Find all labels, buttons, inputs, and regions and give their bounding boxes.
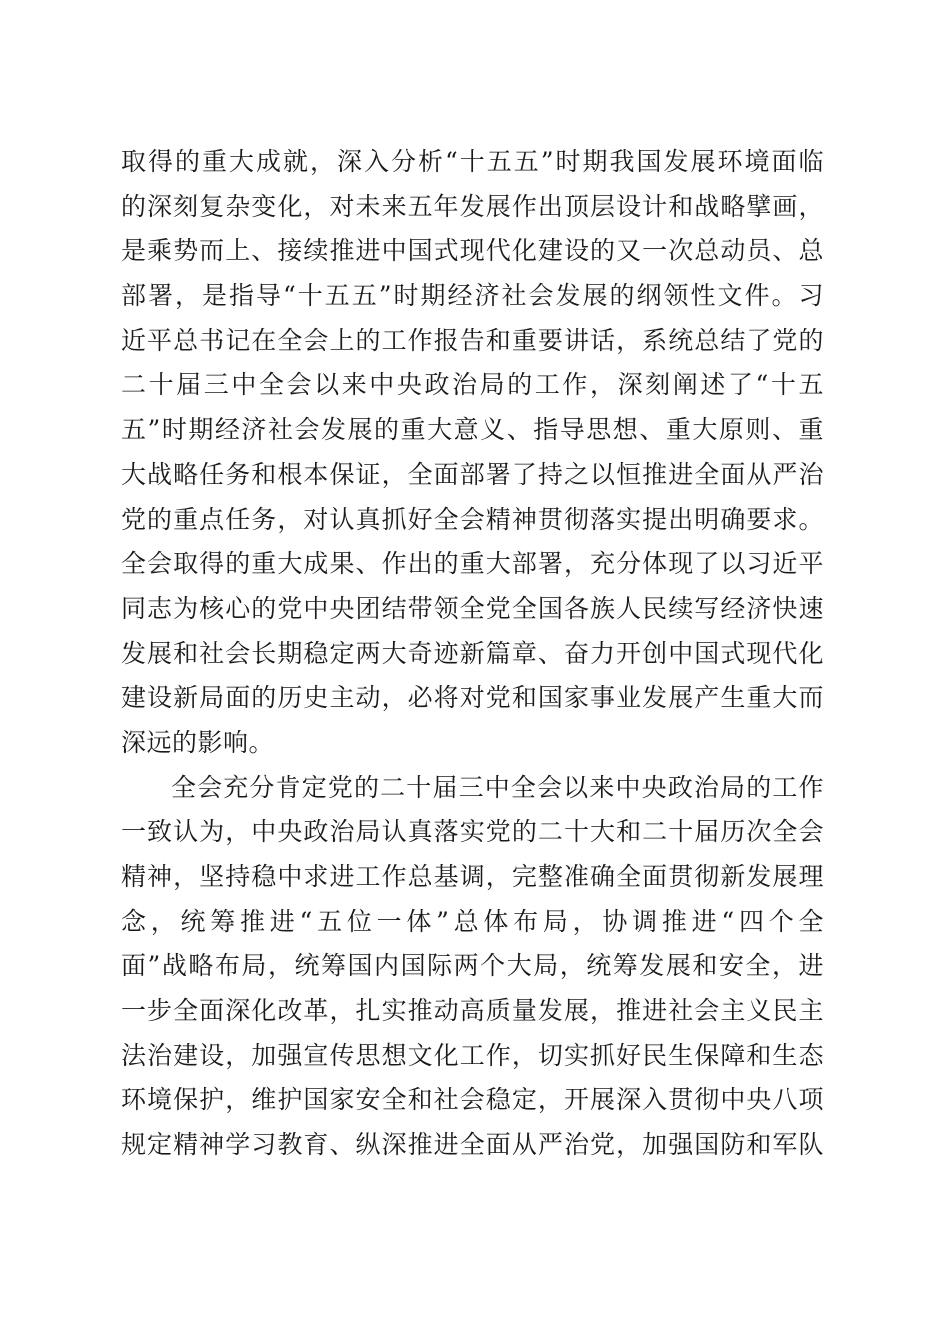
text-line: 部署，是指导“十五五”时期经济社会发展的纲领性文件。习: [121, 281, 824, 311]
text-line: 全会充分肯定党的二十届三中全会以来中央政治局的工作: [171, 772, 824, 802]
text-line: 建设新局面的历史主动，必将对党和国家事业发展产生重大而: [121, 683, 824, 713]
text-line: 近平总书记在全会上的工作报告和重要讲话，系统总结了党的: [121, 325, 824, 355]
text-line: 取得的重大成就，深入分析“十五五”时期我国发展环境面临: [121, 147, 824, 176]
text-line: 是乘势而上、接续推进中国式现代化建设的又一次总动员、总: [121, 236, 824, 266]
text-line: 发展和社会长期稳定两大奇迹新篇章、奋力开创中国式现代化: [121, 638, 824, 668]
text-line: 面”战略布局，统筹国内国际两个大局，统筹发展和安全，进: [121, 951, 824, 981]
text-line: 深远的影响。: [121, 727, 275, 757]
text-line: 念，统筹推进“五位一体”总体布局，协调推进“四个全: [121, 906, 824, 936]
text-line: 规定精神学习教育、纵深推进全面从严治党，加强国防和军队: [121, 1130, 824, 1160]
text-line: 一致认为，中央政治局认真落实党的二十大和二十届历次全会: [121, 817, 824, 847]
text-line: 的深刻复杂变化，对未来五年发展作出顶层设计和战略擘画，: [121, 191, 824, 221]
text-line: 全会取得的重大成果、作出的重大部署，充分体现了以习近平: [121, 549, 824, 579]
paragraph-1: [121, 140, 824, 766]
text-line: 二十届三中全会以来中央政治局的工作，深刻阐述了“十五: [121, 370, 824, 400]
text-line: 一步全面深化改革，扎实推动高质量发展，推进社会主义民主: [121, 996, 824, 1026]
text-line: 精神，坚持稳中求进工作总基调，完整准确全面贯彻新发展理: [121, 862, 824, 891]
text-line: 党的重点任务，对认真抓好全会精神贯彻落实提出明确要求。: [121, 504, 824, 534]
text-line: 同志为核心的党中央团结带领全党全国各族人民续写经济快速: [121, 593, 824, 623]
text-line: 大战略任务和根本保证，全面部署了持之以恒推进全面从严治: [121, 459, 824, 489]
paragraph-2: [121, 766, 824, 1168]
text-line: 法治建设，加强宣传思想文化工作，切实抓好民生保障和生态: [121, 1040, 824, 1070]
text-line: 五”时期经济社会发展的重大意义、指导思想、重大原则、重: [121, 415, 824, 445]
document-body: [121, 140, 824, 1168]
text-line: 环境保护，维护国家安全和社会稳定，开展深入贯彻中央八项: [121, 1085, 824, 1115]
